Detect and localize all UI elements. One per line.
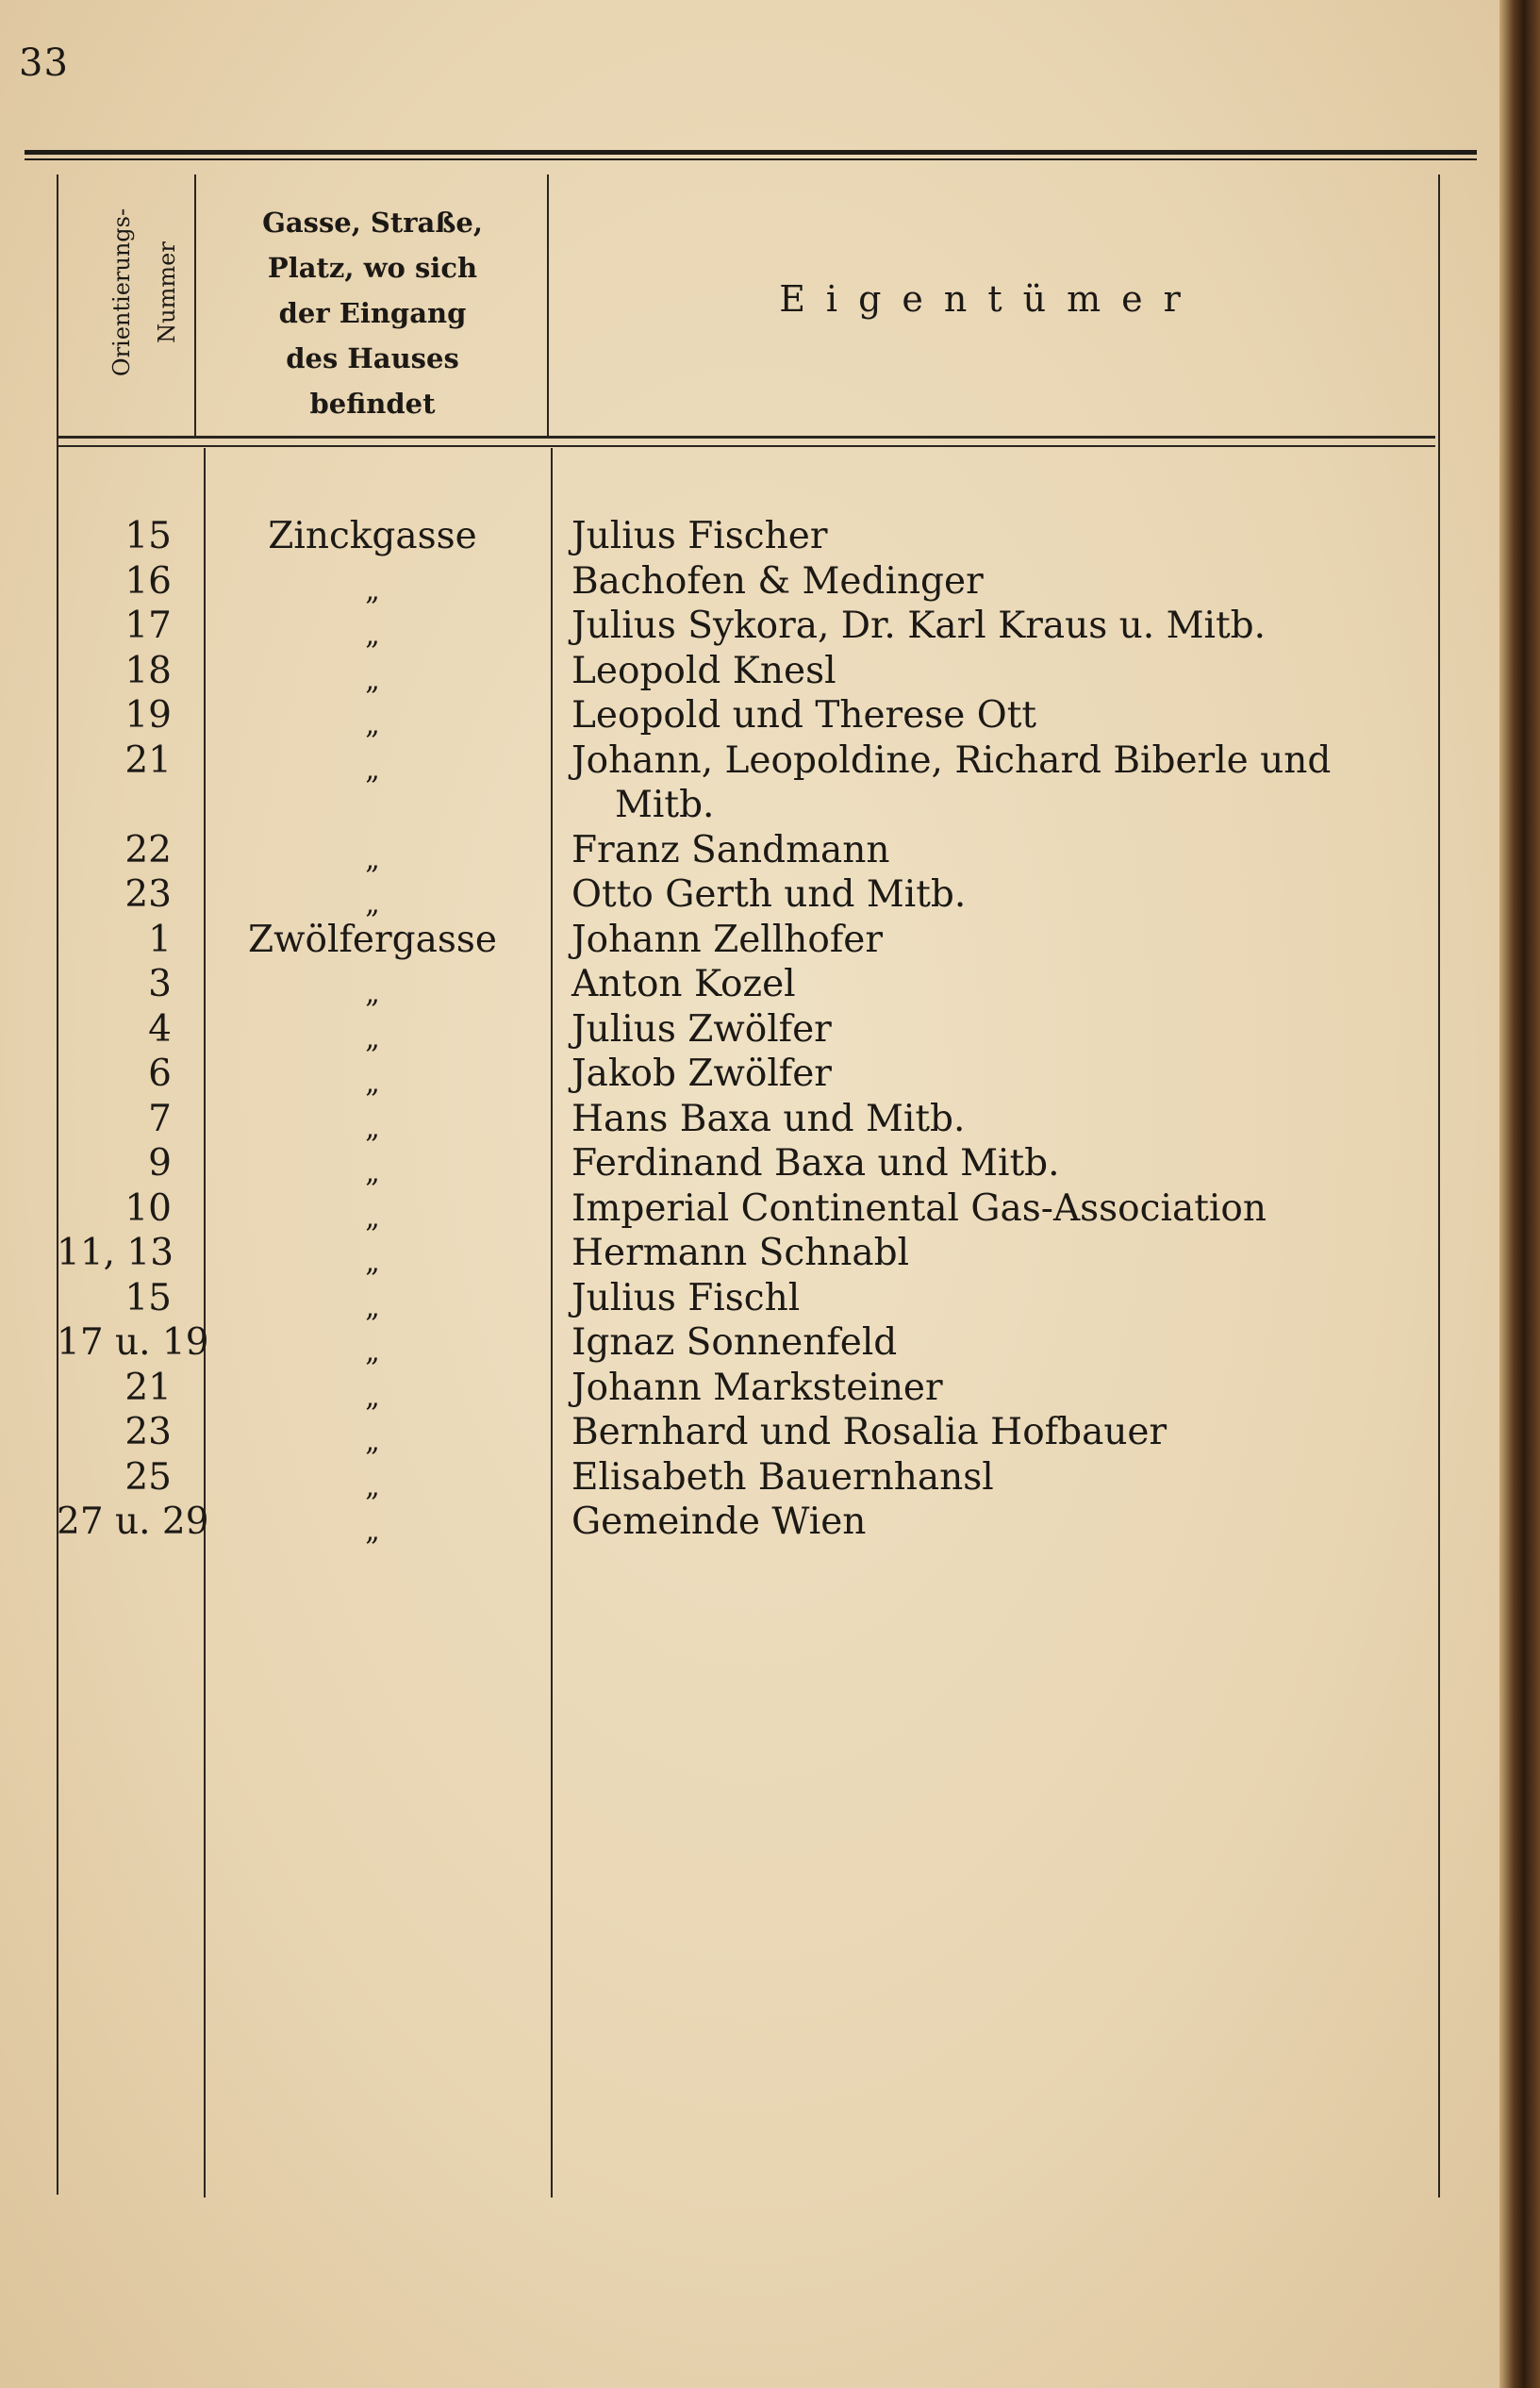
row-owner: Julius Sykora, Dr. Karl Kraus u. Mitb. — [571, 605, 1267, 647]
row-owner: Gemeinde Wien — [571, 1501, 867, 1543]
table-row — [0, 962, 1499, 1010]
row-number: 21 — [124, 738, 172, 782]
row-owner: Elisabeth Bauernhansl — [571, 1455, 994, 1499]
row-number: 1 — [148, 918, 172, 961]
table-row — [0, 1366, 1499, 1414]
row-owner: Imperial Continental Gas-Association — [571, 1186, 1267, 1230]
header-rule-thick — [57, 436, 1435, 439]
row-owner: Julius Fischer — [571, 515, 828, 557]
table-row — [0, 559, 1499, 605]
row-owner: Otto Gerth und Mitb. — [571, 873, 967, 916]
table-row — [0, 514, 1499, 559]
table-row — [0, 693, 1499, 741]
row-street-ditto: „ — [365, 1067, 380, 1100]
row-street-ditto: „ — [365, 1515, 380, 1548]
header-rule-thin — [57, 445, 1435, 447]
row-owner: Julius Fischl — [571, 1276, 801, 1319]
row-street-ditto: „ — [365, 573, 380, 607]
row-street-ditto: „ — [365, 619, 380, 652]
table-row — [0, 1097, 1499, 1145]
header-street-line-2: Platz, wo sich — [267, 252, 478, 284]
row-number: 17 — [124, 605, 172, 647]
row-number: 23 — [124, 873, 172, 916]
row-street: Zwölfergasse — [248, 918, 497, 961]
header-street-column — [203, 200, 542, 426]
row-street-ditto: „ — [365, 842, 380, 876]
row-owner: Johann Zellhofer — [571, 918, 883, 961]
row-number: 15 — [124, 515, 172, 557]
header-street-line-3: der Eingang — [278, 297, 467, 329]
table-row — [0, 604, 1499, 652]
row-owner-wrapped — [571, 738, 1420, 828]
row-owner: Hermann Schnabl — [571, 1232, 910, 1274]
row-street-ditto: „ — [365, 1246, 380, 1279]
row-number: 16 — [124, 559, 172, 603]
row-owner: Anton Kozel — [571, 963, 796, 1005]
row-street-ditto: „ — [365, 753, 380, 787]
header-street-line-1: Gasse, Straße, — [262, 207, 483, 239]
row-owner: Franz Sandmann — [571, 828, 890, 871]
row-number: 3 — [148, 963, 172, 1005]
row-street-ditto: „ — [365, 1201, 380, 1235]
row-number: 23 — [124, 1411, 172, 1453]
row-street-ditto: „ — [365, 887, 380, 920]
row-street: Zinckgasse — [268, 515, 477, 557]
page-number: 33 — [19, 41, 69, 85]
row-street-ditto: „ — [365, 1156, 380, 1189]
table-row — [0, 1455, 1499, 1501]
row-owner: Bernhard und Rosalia Hofbauer — [571, 1411, 1167, 1453]
row-street-ditto: „ — [365, 1469, 380, 1503]
row-owner: Hans Baxa und Mitb. — [571, 1097, 966, 1140]
row-street-ditto: „ — [365, 1290, 380, 1324]
table-row — [0, 1007, 1499, 1053]
header-number-column — [83, 198, 206, 387]
row-number: 25 — [124, 1455, 172, 1499]
row-number: 27 u. 29 — [57, 1501, 209, 1543]
row-owner: Leopold und Therese Ott — [571, 694, 1037, 737]
row-number: 4 — [148, 1007, 172, 1051]
table-row — [0, 1276, 1499, 1324]
column-rule-street — [547, 174, 549, 439]
row-number: 18 — [124, 649, 172, 692]
table-row — [0, 828, 1499, 876]
row-street-ditto: „ — [365, 708, 380, 741]
row-street-ditto: „ — [365, 663, 380, 697]
table-row — [0, 1231, 1499, 1279]
row-number: 6 — [148, 1053, 172, 1095]
table-row — [0, 1410, 1499, 1458]
row-number: 22 — [124, 828, 172, 871]
row-street-ditto: „ — [365, 1380, 380, 1414]
table-row — [0, 1320, 1499, 1366]
row-street-ditto: „ — [365, 1335, 380, 1368]
table-body — [0, 514, 1499, 1548]
row-owner-line-1: Johann, Leopoldine, Richard Biberle und — [571, 738, 1332, 782]
row-number: 21 — [124, 1366, 172, 1409]
table-row — [0, 649, 1499, 697]
row-street-ditto: „ — [365, 1425, 380, 1458]
table-row — [0, 1186, 1499, 1235]
row-number: 17 u. 19 — [57, 1321, 209, 1364]
row-owner: Johann Marksteiner — [571, 1366, 943, 1409]
row-street-ditto: „ — [365, 1111, 380, 1145]
row-owner: Julius Zwölfer — [571, 1007, 832, 1051]
row-owner: Ignaz Sonnenfeld — [571, 1321, 898, 1364]
header-number-line-1: Orientierungs- — [108, 207, 135, 377]
row-number: 11, 13 — [57, 1232, 174, 1274]
table-row — [0, 1141, 1499, 1189]
row-owner-line-2: Mitb. — [615, 784, 715, 826]
row-number: 19 — [124, 694, 172, 737]
book-spine — [1499, 0, 1540, 2388]
header-street-line-4: des Hauses — [286, 342, 459, 374]
row-number: 15 — [124, 1276, 172, 1319]
row-number: 9 — [148, 1142, 172, 1185]
header-owner-column: Eigentümer — [779, 278, 1201, 320]
row-owner: Ferdinand Baxa und Mitb. — [571, 1142, 1060, 1185]
row-street-ditto: „ — [365, 1021, 380, 1055]
row-number: 10 — [124, 1186, 172, 1230]
table-row — [0, 1500, 1499, 1548]
row-street-ditto: „ — [365, 977, 380, 1010]
header-street-line-5: befindet — [309, 388, 436, 420]
table-row — [0, 738, 1499, 828]
row-owner: Jakob Zwölfer — [571, 1053, 832, 1095]
table-row — [0, 918, 1499, 963]
top-rule-thick — [25, 150, 1477, 155]
row-number: 7 — [148, 1097, 172, 1140]
top-rule-thin — [25, 158, 1477, 160]
row-owner: Bachofen & Medinger — [571, 559, 984, 603]
header-number-line-2: Nummer — [154, 241, 180, 343]
table-row — [0, 872, 1499, 918]
table-row — [0, 1052, 1499, 1100]
row-owner: Leopold Knesl — [571, 649, 836, 692]
